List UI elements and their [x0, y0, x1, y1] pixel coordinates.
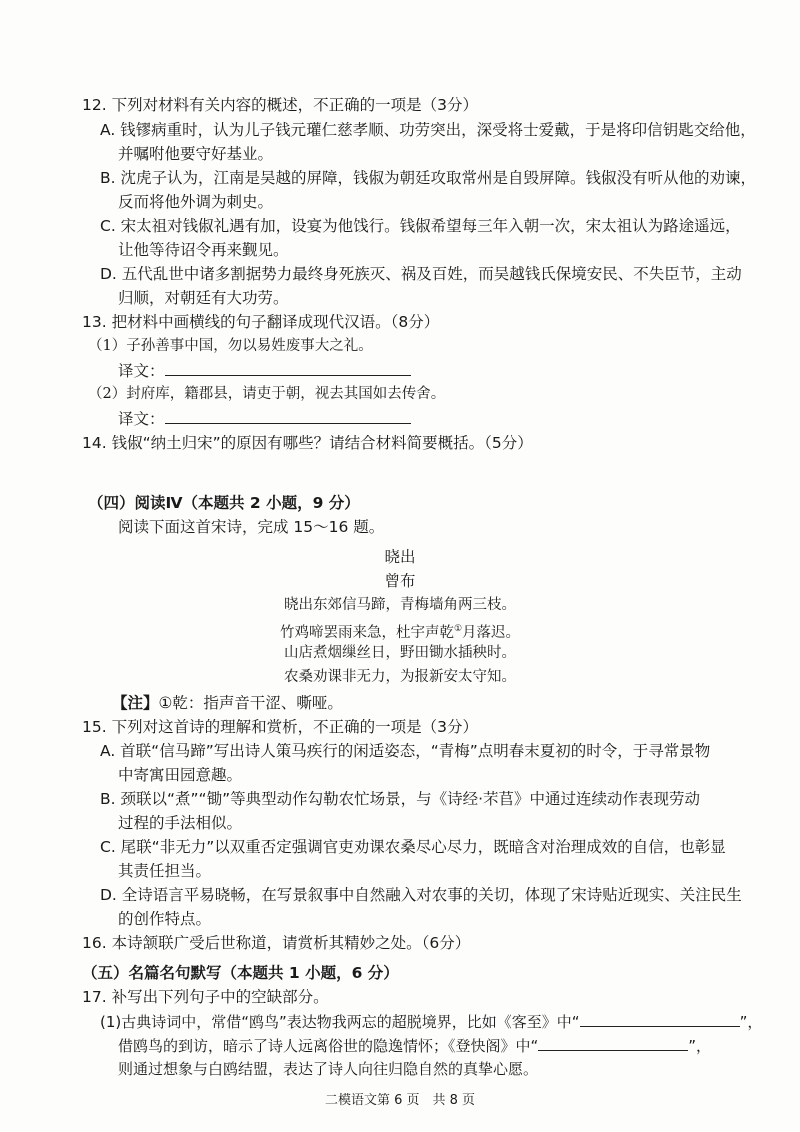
q15-stem: 15. 下列对这首诗的理解和赏析，不正确的一项是（3分） [82, 718, 478, 736]
q17-stem: 17. 补写出下列句子中的空缺部分。 [82, 988, 329, 1006]
q15-option-d-line2: 的创作特点。 [118, 910, 212, 928]
translation-blank-1[interactable] [165, 359, 411, 376]
note-label: 【注】 [112, 694, 159, 712]
q17-line2-close: ”， [688, 1037, 712, 1055]
poem-footnote [112, 692, 343, 714]
q12-option-a-line2: 并嘱咐他要守好基业。 [118, 145, 274, 163]
poem-note-marker: ① [453, 624, 463, 634]
note-text: ①乾：指声音干涩、嘶哑。 [158, 694, 343, 712]
q12-option-d-line2: 归顺，对朝廷有大功劳。 [118, 289, 289, 307]
q12-option-d-line1: D. 五代乱世中诸多割据势力最终身死族灭、祸及百姓，而吴越钱氏保境安民、不失臣节，主动 [100, 265, 742, 283]
q12-option-b-line2: 反而将他外调为刺史。 [118, 193, 274, 211]
translation-label: 译文： [118, 410, 165, 428]
q15-option-c-line1: C. 尾联“非无力”以双重否定强调官吏劝课农桑尽心尽力，既暗含对治理成效的自信，也彰显 [100, 838, 726, 856]
q12-option-c-line2: 让他等待诏令再来觐见。 [118, 241, 289, 259]
q13-stem: 13. 把材料中画横线的句子翻译成现代汉语。（8分） [82, 313, 440, 331]
q15-option-c-line2: 其责任担当。 [118, 862, 212, 880]
q17-line1-text: (1)古典诗词中，常借“鸥鸟”表达物我两忘的超脱境界，比如《客至》中“ [100, 1013, 580, 1031]
poem-line-4: 农桑劝课非无力，为报新安太守知。 [284, 669, 516, 685]
q17-item1-line3: 则通过想象与白鸥结盟，表达了诗人向往归隐自然的真挚心愿。 [118, 1060, 539, 1078]
q15-option-b-line2: 过程的手法相似。 [118, 814, 243, 832]
poem-title: 晓出 [384, 548, 416, 566]
translation-blank-2[interactable] [165, 407, 411, 424]
q14-stem: 14. 钱俶“纳土归宋”的原因有哪些？请结合材料简要概括。（5分） [82, 434, 533, 452]
poem-line-2-part1: 竹鸡啼罢雨来急，杜宇声乾 [279, 624, 454, 641]
section4-title: （四）阅读Ⅳ（本题共 2 小题，9 分） [88, 494, 360, 512]
poem-line-2-part2: 月落迟。 [462, 624, 521, 641]
q17-item1-line1 [100, 1010, 762, 1033]
section5-title: （五）名篇名句默写（本题共 1 小题，6 分） [82, 964, 399, 982]
q15-option-d-line1: D. 全诗语言平易晓畅，在写景叙事中自然融入对农事的关切，体现了宋诗贴近现实、关注民生 [100, 886, 742, 904]
q13-sentence-1: （1）子孙善事中国，勿以易姓废事大之礼。 [88, 338, 373, 354]
q16-stem: 16. 本诗颔联广受后世称道，请赏析其精妙之处。（6分） [82, 934, 471, 952]
q12-option-a-line1: A. 钱镠病重时，认为儿子钱元瓘仁慈孝顺、功劳突出，深受将士爱戴，于是将印信钥匙交给他， [100, 121, 756, 139]
q13-translation-2 [118, 407, 411, 430]
q17-blank-1[interactable] [580, 1010, 740, 1027]
poem-author: 曾布 [384, 572, 416, 590]
q17-item1-line2 [118, 1034, 711, 1057]
q15-option-a-line1: A. 首联“信马蹄”写出诗人策马疾行的闲适姿态，“青梅”点明春末夏初的时令，于寻常景物 [100, 742, 711, 760]
page-footer: 二模语文第 6 页 共 8 页 [324, 1093, 476, 1108]
q13-translation-1 [118, 359, 411, 382]
poem-line-1: 晓出东郊信马蹄，青梅墙角两三枝。 [284, 597, 516, 613]
q17-line1-close: ”， [739, 1013, 763, 1031]
q17-line2-text: 借鸥鸟的到访，暗示了诗人远离俗世的隐逸情怀；《登快阁》中“ [118, 1037, 539, 1055]
q12-stem: 12. 下列对材料有关内容的概述，不正确的一项是（3分） [82, 96, 478, 114]
poem-line-2 [0, 618, 800, 644]
q12-option-b-line1: B. 沈虎子认为，江南是吴越的屏障，钱俶为朝廷攻取常州是自毁屏障。钱俶没有听从他的劝谏， [100, 169, 756, 187]
poem-line-3: 山店煮烟缫丝日，野田锄水插秧时。 [284, 645, 516, 661]
q17-blank-2[interactable] [538, 1034, 688, 1051]
q13-sentence-2: （2）封府库，籍郡县，请吏于朝，视去其国如去传舍。 [88, 386, 446, 402]
section4-intro: 阅读下面这首宋诗，完成 15～16 题。 [118, 518, 385, 536]
q15-option-b-line1: B. 颈联以“煮”“锄”等典型动作勾勒农忙场景，与《诗经·芣苢》中通过连续动作表现劳动 [100, 790, 701, 808]
q15-option-a-line2: 中寄寓田园意趣。 [118, 766, 243, 784]
q12-option-c-line1: C. 宋太祖对钱俶礼遇有加，设宴为他饯行。钱俶希望每三年入朝一次，宋太祖认为路途遥远， [100, 217, 741, 235]
translation-label: 译文： [118, 362, 165, 380]
